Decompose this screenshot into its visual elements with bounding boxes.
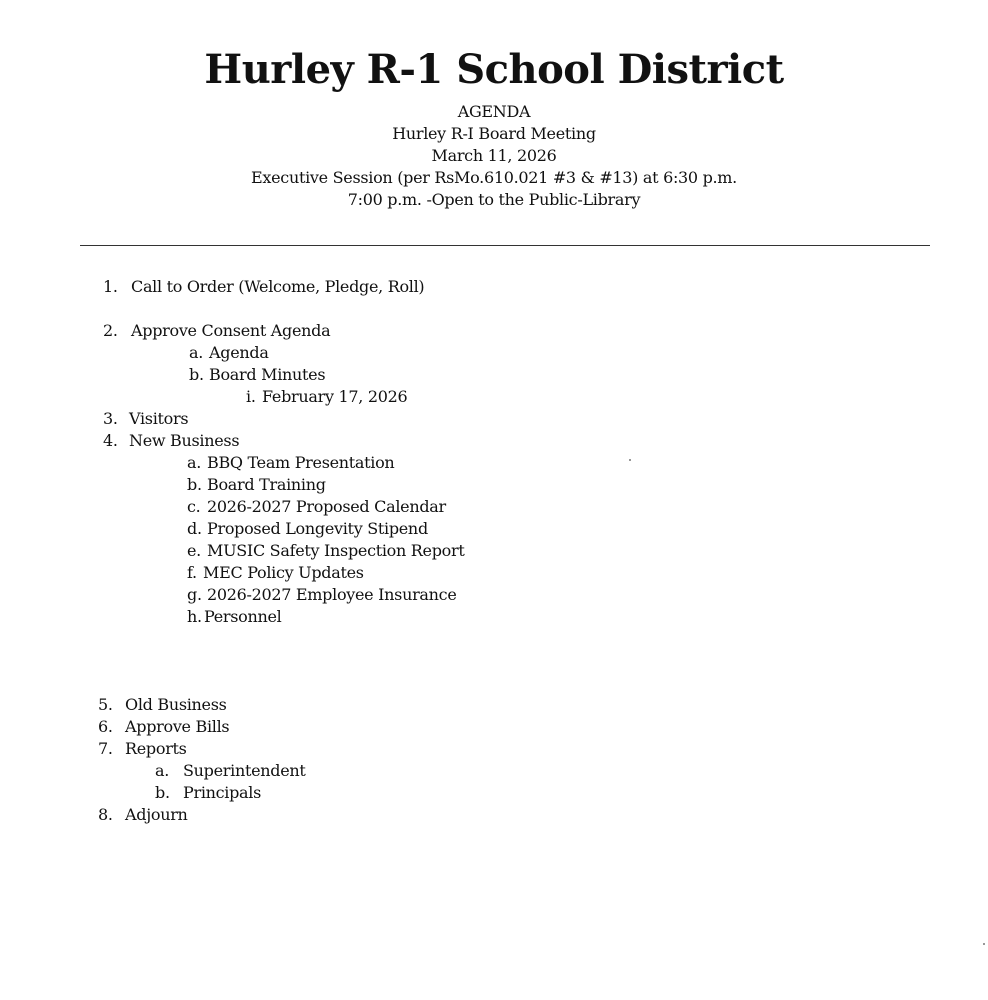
item-number: 6. xyxy=(98,717,113,736)
subitem-letter: a. xyxy=(187,453,202,472)
item-number: 2. xyxy=(103,321,118,340)
subitem-letter: c. xyxy=(187,497,201,516)
agenda-item-call-to-order xyxy=(103,277,424,297)
subitem-text: Board Minutes xyxy=(209,365,326,384)
subitem-superintendent xyxy=(155,761,306,781)
item-text: Adjourn xyxy=(125,805,188,824)
item-number: 4. xyxy=(103,431,118,450)
subitem-letter: b. xyxy=(189,365,204,384)
subitem-employee-insurance xyxy=(187,585,457,605)
scan-speck xyxy=(983,943,985,945)
subitem-letter: a. xyxy=(189,343,204,362)
item-text: New Business xyxy=(129,431,240,450)
subitem-bbq-team xyxy=(187,453,394,473)
subitem-personnel xyxy=(187,607,282,627)
subitem-principals xyxy=(155,783,261,803)
subitem-text: MUSIC Safety Inspection Report xyxy=(207,541,465,560)
subsubitem-numeral: i. xyxy=(246,387,256,406)
subitem-letter: e. xyxy=(187,541,201,560)
subsubitem-text: February 17, 2026 xyxy=(262,387,408,406)
item-number: 8. xyxy=(98,805,113,824)
executive-session-line: Executive Session (per RsMo.610.021 #3 & #13) at 6:30 p.m. xyxy=(251,168,737,187)
subitem-text: Board Training xyxy=(207,475,326,494)
scan-speck xyxy=(629,459,631,461)
subitem-proposed-calendar xyxy=(187,497,446,517)
item-number: 3. xyxy=(103,409,118,428)
subitem-letter: g. xyxy=(187,585,202,604)
header-divider xyxy=(80,245,930,246)
subitem-letter: b. xyxy=(155,783,170,802)
subitem-agenda xyxy=(189,343,269,363)
subitem-letter: f. xyxy=(187,563,197,582)
subitem-letter: a. xyxy=(155,761,170,780)
item-text: Old Business xyxy=(125,695,227,714)
subitem-mec-policy xyxy=(187,563,364,583)
item-text: Reports xyxy=(125,739,187,758)
item-text: Approve Bills xyxy=(125,717,230,736)
subitem-letter: d. xyxy=(187,519,202,538)
subitem-text: BBQ Team Presentation xyxy=(207,453,395,472)
item-text: Approve Consent Agenda xyxy=(131,321,331,340)
subitem-letter: b. xyxy=(187,475,202,494)
subitem-text: Superintendent xyxy=(183,761,306,780)
agenda-item-adjourn xyxy=(98,805,188,825)
agenda-heading: AGENDA xyxy=(457,102,531,121)
item-number: 7. xyxy=(98,739,113,758)
agenda-item-visitors xyxy=(103,409,188,429)
subitem-text: MEC Policy Updates xyxy=(203,563,364,582)
subitem-letter: h. xyxy=(187,607,202,626)
subitem-text: Principals xyxy=(183,783,262,802)
subitem-text: Agenda xyxy=(209,343,269,362)
item-text: Visitors xyxy=(129,409,189,428)
subitem-board-minutes xyxy=(189,365,325,385)
subitem-text: 2026-2027 Employee Insurance xyxy=(207,585,457,604)
item-number: 1. xyxy=(103,277,118,296)
subitem-music-safety xyxy=(187,541,464,561)
meeting-name: Hurley R-I Board Meeting xyxy=(392,124,596,143)
subitem-text: Proposed Longevity Stipend xyxy=(207,519,428,538)
agenda-item-reports xyxy=(98,739,187,759)
agenda-item-consent-agenda xyxy=(103,321,330,341)
subitem-text: 2026-2027 Proposed Calendar xyxy=(207,497,446,516)
document-title: Hurley R-1 School District xyxy=(204,46,784,93)
agenda-item-old-business xyxy=(98,695,227,715)
item-number: 5. xyxy=(98,695,113,714)
agenda-item-approve-bills xyxy=(98,717,229,737)
agenda-item-new-business xyxy=(103,431,239,451)
subsubitem-minutes-date xyxy=(246,387,407,407)
item-text: Call to Order (Welcome, Pledge, Roll) xyxy=(131,277,425,296)
subitem-longevity-stipend xyxy=(187,519,428,539)
subitem-text: Personnel xyxy=(204,607,282,626)
meeting-date: March 11, 2026 xyxy=(431,146,557,165)
open-session-line: 7:00 p.m. -Open to the Public-Library xyxy=(347,190,641,209)
subitem-board-training xyxy=(187,475,326,495)
